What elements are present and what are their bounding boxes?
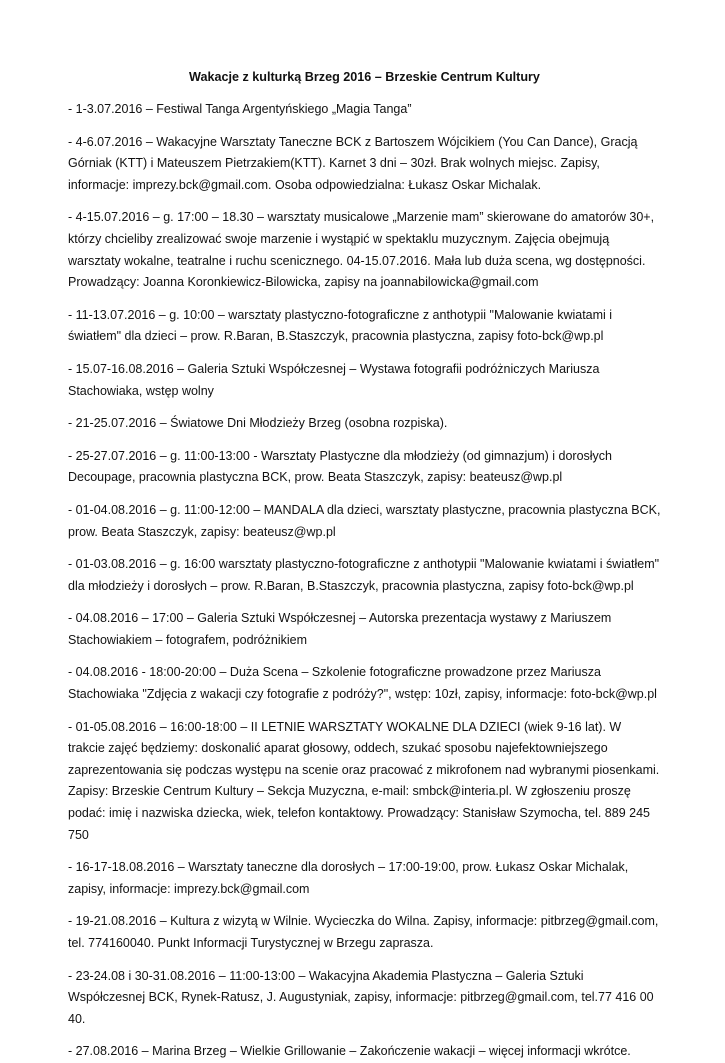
event-entry-15: - 23-24.08 i 30-31.08.2016 – 11:00-13:00 – Wakacyjna Akademia Plastyczna – Galeria Sztuki Współczesnej BCK, Rynek-Ratusz, J. Augustyniak, zapisy, informacje: pitbrzeg@gmail.com, tel.77 416 00 40. bbox=[68, 968, 654, 1026]
event-entry-7: - 25-27.07.2016 – g. 11:00-13:00 - Warsztaty Plastyczne dla młodzieży (od gimnazjum) i dorosłych Decoupage, pracownia plastyczna BCK, prow. Beata Staszczyk, zapisy: beateusz@wp.pl bbox=[68, 448, 613, 485]
event-entry-8: - 01-04.08.2016 – g. 11:00-12:00 – MANDALA dla dzieci, warsztaty plastyczne, pracownia plastyczna BCK, prow. Beata Staszczyk, zapisy: beateusz@wp.pl bbox=[68, 502, 661, 539]
event-entry-14: - 19-21.08.2016 – Kultura z wizytą w Wilnie. Wycieczka do Wilna. Zapisy, informacje: pitbrzeg@gmail.com, tel. 774160040. Punkt Informacji Turystycznej w Brzegu zaprasza. bbox=[68, 914, 659, 950]
event-entry-5: - 15.07-16.08.2016 – Galeria Sztuki Współczesnej – Wystawa fotografii podróżniczych Mariusza Stachowiaka, wstęp wolny bbox=[68, 361, 600, 398]
event-entry-9: - 01-03.08.2016 – g. 16:00 warsztaty plastyczno-fotograficzne z anthotypii "Malowanie kwiatami i światłem" dla młodzieży i dorosłych – prow. R.Baran, B.Staszczyk, pracownia plastyczna, zapisy foto-bck@wp.pl bbox=[68, 557, 660, 593]
event-entry-12: - 01-05.08.2016 – 16:00-18:00 – II LETNIE WARSZTATY WOKALNE DLA DZIECI (wiek 9-16 lat). W trakcie zajęć będziemy: doskonalić aparat głosowy, oddech, szukać sposobu najefektowniejszego zaprezentowania się podczas występu na scenie oraz pracować z mikrofonem nad wybranymi piosenkami. Zapisy: Brzeskie Centrum Kultury – Sekcja Muzyczna, e-mail: smbck@interia.pl. W zgłoszeniu proszę podać: imię i nazwiska dziecka, wiek, telefon kontaktowy. Prowadzący: Stanisław Szymocha, tel. 889 245 750 bbox=[68, 719, 660, 842]
event-entry-13: - 16-17-18.08.2016 – Warsztaty taneczne dla dorosłych – 17:00-19:00, prow. Łukasz Oskar Michalak, zapisy, informacje: imprezy.bck@gmail.com bbox=[68, 860, 629, 896]
document-title: Wakacje z kulturką Brzeg 2016 – Brzeskie Centrum Kultury bbox=[189, 70, 540, 84]
event-entry-10: - 04.08.2016 – 17:00 – Galeria Sztuki Współczesnej – Autorska prezentacja wystawy z Mariuszem Stachowiakiem – fotografem, podróżnikiem bbox=[68, 611, 612, 647]
event-entry-3: - 4-15.07.2016 – g. 17:00 – 18.30 – warsztaty musicalowe „Marzenie mam” skierowane do amatorów 30+, którzy chcieliby zrealizować swoje marzenie i wystąpić w spektaklu muzycznym. Zajęcia obejmują warsztaty wokalne, teatralne i ruchu scenicznego. 04-15.07.2016. Mała lub duża scena, wg dostępności. Prowadzący: Joanna Koronkiewicz-Bilowicka, zapisy na joannabilowicka@gmail.com bbox=[68, 210, 655, 290]
event-list bbox=[68, 99, 661, 1063]
event-entry-11: - 04.08.2016 - 18:00-20:00 – Duża Scena – Szkolenie fotograficzne prowadzone przez Mariusza Stachowiaka "Zdjęcia z wakacji czy fotografie z podróży?", wstęp: 10zł, zapisy, informacje: foto-bck@wp.pl bbox=[68, 665, 657, 702]
event-entry-2: - 4-6.07.2016 – Wakacyjne Warsztaty Taneczne BCK z Bartoszem Wójcikiem (You Can Dance), Gracją Górniak (KTT) i Mateuszem Pietrzakiem(KTT). Karnet 3 dni – 30zł. Brak wolnych miejsc. Zapisy, informacje: imprezy.bck@gmail.com. Osoba odpowiedzialna: Łukasz Oskar Michalak. bbox=[68, 134, 638, 192]
event-entry-6: - 21-25.07.2016 – Światowe Dni Młodzieży Brzeg (osobna rozpiska). bbox=[68, 416, 448, 431]
event-entry-16: - 27.08.2016 – Marina Brzeg – Wielkie Grillowanie – Zakończenie wakacji – więcej informacji wkrótce. bbox=[68, 1044, 631, 1059]
event-entry-1: - 1-3.07.2016 – Festiwal Tanga Argentyńskiego „Magia Tanga” bbox=[68, 102, 412, 116]
event-entry-4: - 11-13.07.2016 – g. 10:00 – warsztaty plastyczno-fotograficzne z anthotypii "Malowanie kwiatami i światłem" dla dzieci – prow. R.Baran, B.Staszczyk, pracownia plastyczna, zapisy foto-bck@wp.pl bbox=[68, 307, 613, 344]
